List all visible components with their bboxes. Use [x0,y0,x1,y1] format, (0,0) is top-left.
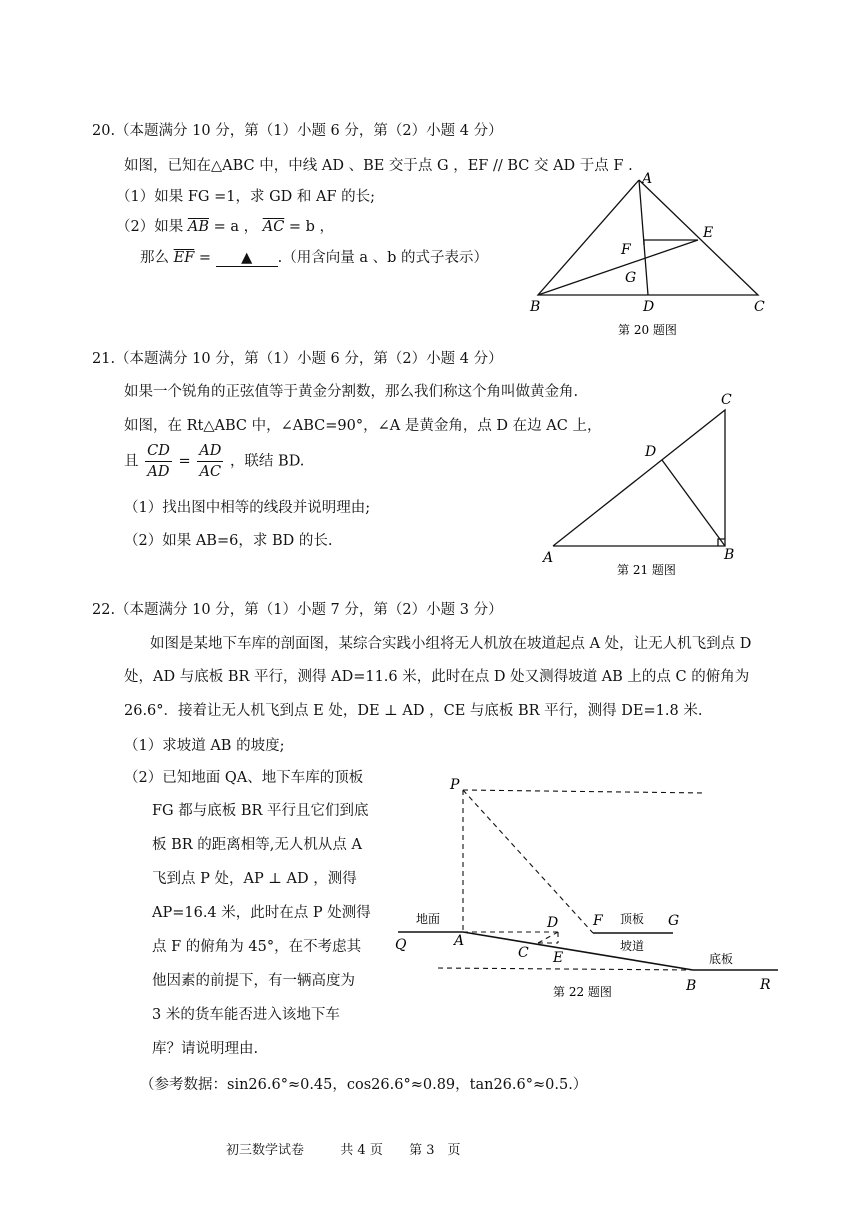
q22-part2-line-3: 板 BR 的距离相等,无人机从点 A [152,837,362,853]
label-c-22: C [518,945,529,961]
q21-and: 且 [124,453,139,470]
label-e-22: E [553,950,564,966]
fraction-cd-den: AD [147,464,170,480]
word-ground: 地面 [416,912,441,926]
q22-reference-data: （参考数据：sin26.6°≈0.45，cos26.6°≈0.89，tan26.6°≈0.5.） [140,1077,588,1093]
q20-part2-prefix: （2）如果 [116,219,184,235]
triangle-abc [538,180,758,295]
label-b-22: B [686,978,697,994]
segment-pf [463,790,593,933]
q21-stem: 如图，在 Rt△ABC 中，∠ABC=90°，∠A 是黄金角，点 D 在边 AC 上， [124,418,602,434]
q20-part1: （1）如果 FG =1，求 GD 和 AF 的长; [116,189,376,205]
q21-tail: ，联结 BD. [229,453,305,470]
q22-part2-line-1: （2）已知地面 QA、地下车库的顶板 [124,770,364,786]
q20-tail: .（用含向量 a 、b 的式子表示） [277,250,489,266]
label-c: C [754,299,765,315]
vector-ac: $\overline{AC}$ [262,219,285,235]
ramp-line [463,932,693,970]
q21-ratio [124,441,304,482]
q21-figure-caption: 第 21 题图 [617,563,676,577]
q21-eq: = [178,453,191,470]
q22-line1: 如图是某地下车库的剖面图，某综合实践小组将无人机放在坡道起点 A 处，让无人机飞到点 D [150,636,752,652]
q20-figure-caption: 第 20 题图 [618,323,677,337]
floor-extension [438,968,693,970]
label-d-21: D [645,444,657,460]
q20-figure [520,165,780,340]
q21-figure [535,388,755,583]
q22-header: 22.（本题满分 10 分，第（1）小题 7 分，第（2）小题 3 分） [92,602,503,618]
label-f-22: F [593,913,603,929]
label-a-22: A [454,933,465,949]
q20-eq: = [198,250,212,266]
footer-total-pages: 共 4 页 [340,1143,383,1158]
word-ramp: 坡道 [620,939,645,953]
segment-dc [538,932,558,943]
q20-part2-eq-a: = a ， [213,219,259,235]
label-r: R [760,977,771,993]
label-a-21: A [543,550,554,566]
label-g: G [625,270,637,286]
q20-then: 那么 [140,250,169,266]
label-c-21: C [721,392,732,408]
label-f: F [621,242,631,258]
fraction-cd-num: CD [145,441,172,462]
triangle-abc-21 [553,410,725,546]
q20-part2-answer [140,246,488,267]
label-d-22: D [547,915,559,931]
q21-part2: （2）如果 AB=6，求 BD 的长. [124,533,333,549]
q20-part2 [116,215,334,236]
fraction-ad-ac [197,441,223,482]
q21-header: 21.（本题满分 10 分，第（1）小题 6 分，第（2）小题 4 分） [92,351,503,367]
q22-part1: （1）求坡道 AB 的坡度; [124,738,285,754]
q22-part2-line-9: 库？请说明理由. [152,1041,259,1057]
page-footer [226,1139,461,1158]
q20-header: 20.（本题满分 10 分，第（1）小题 6 分，第（2）小题 4 分） [92,123,503,139]
fraction-ad-num: AD [197,441,223,462]
footer-page-number: 第 3 页 [409,1143,461,1158]
label-q: Q [395,937,407,953]
word-roof: 顶板 [620,912,645,926]
q20-stem: 如图，已知在△ABC 中，中线 AD 、BE 交于点 G ，EF // BC 交 AD 于点 F . [124,158,633,174]
label-a: A [642,171,653,187]
q21-definition: 如果一个锐角的正弦值等于黄金分割数，那么我们称这个角叫做黄金角. [124,384,579,400]
q22-line2: 处，AD 与底板 BR 平行，测得 AD=11.6 米，此时在点 D 处又测得坡道 AB 上的点 C 的俯角为 [124,669,750,685]
q22-part2-line-7: 他因素的前提下，有一辆高度为 [152,973,355,989]
q22-part2-line-4: 飞到点 P 处，AP ⊥ AD ，测得 [152,871,357,887]
median-ad [639,180,648,295]
footer-title: 初三数学试卷 [226,1143,305,1158]
label-p: P [450,777,460,793]
label-d: D [643,299,655,315]
q22-part2-line-2: FG 都与底板 BR 平行且它们到底 [152,803,369,819]
vector-ab: $\overline{AB}$ [187,219,209,235]
q22-figure [388,765,788,1005]
q21-part1: （1）找出图中相等的线段并说明理由; [124,500,371,516]
word-floor: 底板 [709,952,734,966]
q22-part2-line-6: 点 F 的俯角为 45°，在不考虑其 [152,939,362,955]
label-b-21: B [724,547,735,563]
q22-part2-line-8: 3 米的货车能否进入该地下车 [152,1007,340,1023]
fraction-ac-den: AC [199,464,222,480]
label-e: E [703,225,714,241]
horizontal-p [463,790,706,793]
q22-figure-caption: 第 22 题图 [553,985,612,999]
answer-blank[interactable]: ▲ [216,250,278,267]
q20-part2-eq-b: = b ， [288,219,335,235]
fraction-cd-ad [145,441,172,482]
q22-line3: 26.6°．接着让无人机飞到点 E 处，DE ⊥ AD ，CE 与底板 BR 平行，测得 DE=1.8 米. [124,703,703,719]
segment-bd [662,460,725,546]
q22-part2-line-5: AP=16.4 米，此时在点 P 处测得 [152,905,371,921]
vector-ef: $\overline{EF}$ [173,250,195,266]
label-g-22: G [668,913,680,929]
label-b: B [530,299,541,315]
